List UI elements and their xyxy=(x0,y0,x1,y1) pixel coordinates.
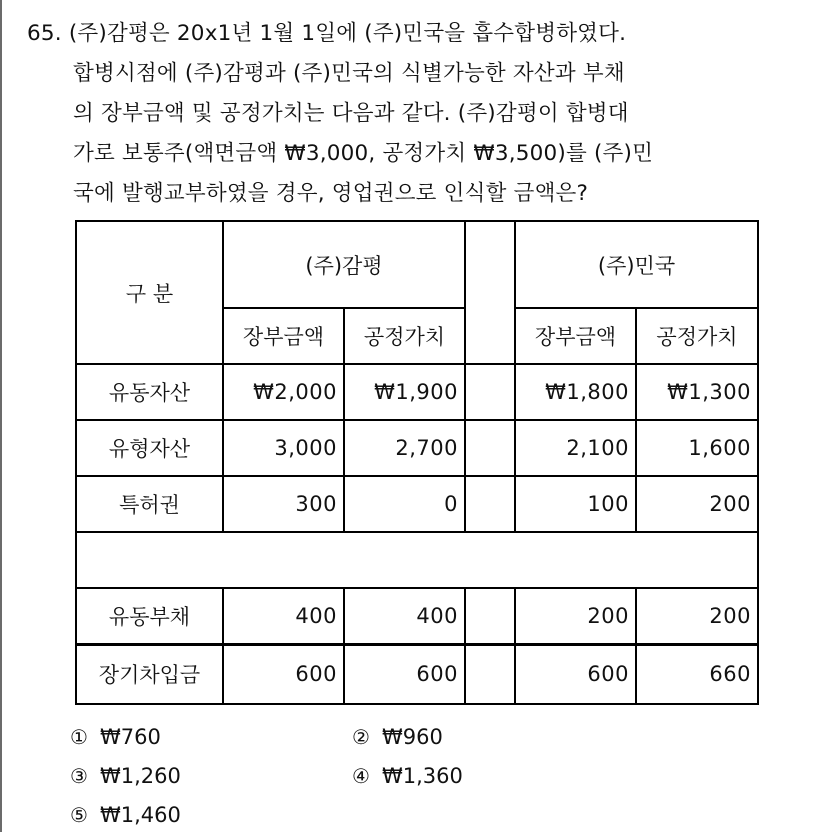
answer-choices xyxy=(70,718,670,835)
choice-number: ⑤ xyxy=(70,803,88,827)
table-header-row-1 xyxy=(76,221,758,308)
cell-value: 2,700 xyxy=(344,420,465,476)
table-row xyxy=(76,420,758,476)
gap-cell xyxy=(465,420,515,476)
choice-text: ₩1,460 xyxy=(100,803,181,827)
cell-value: 0 xyxy=(344,476,465,532)
cell-value: 100 xyxy=(515,476,636,532)
cell-value: ₩1,800 xyxy=(515,364,636,420)
gap-cell xyxy=(465,364,515,420)
choice-number: ① xyxy=(70,725,88,749)
cell-value: 200 xyxy=(636,588,758,644)
table-row xyxy=(76,364,758,420)
choice-text: ₩1,260 xyxy=(100,764,181,788)
row-label: 특허권 xyxy=(76,476,223,532)
choice-number: ③ xyxy=(70,764,88,788)
question-line-2: 합병시점에 (주)감평과 (주)민국의 식별가능한 자산과 부채 xyxy=(73,61,625,86)
row-label: 유형자산 xyxy=(76,420,223,476)
cell-value: 1,600 xyxy=(636,420,758,476)
header-category: 구 분 xyxy=(76,221,223,364)
cell-value: 200 xyxy=(636,476,758,532)
cell-value: ₩1,300 xyxy=(636,364,758,420)
choice-row xyxy=(70,757,670,796)
choice-4[interactable] xyxy=(352,757,634,796)
row-label: 유동부채 xyxy=(76,588,223,644)
header-gap-cell xyxy=(465,221,515,364)
choice-text: ₩960 xyxy=(382,725,443,749)
cell-value: ₩2,000 xyxy=(223,364,344,420)
subheader-fair-value: 공정가치 xyxy=(344,308,465,364)
cell-value: ₩1,900 xyxy=(344,364,465,420)
table-row xyxy=(76,644,758,704)
cell-value: 200 xyxy=(515,588,636,644)
page-left-border xyxy=(0,0,2,832)
cell-value: 600 xyxy=(223,644,344,704)
header-company-gampyeong: (주)감평 xyxy=(223,221,465,308)
cell-value: 400 xyxy=(344,588,465,644)
question-line-5: 국에 발행교부하였을 경우, 영업권으로 인식할 금액은? xyxy=(73,181,589,206)
choice-text: ₩760 xyxy=(100,725,161,749)
choice-3[interactable] xyxy=(70,757,352,796)
subheader-fair-value: 공정가치 xyxy=(636,308,758,364)
spacer-cell xyxy=(76,532,758,588)
question-number: 65. xyxy=(27,21,62,46)
choice-row xyxy=(70,796,670,835)
choice-number: ② xyxy=(352,725,370,749)
gap-cell xyxy=(465,476,515,532)
gap-cell xyxy=(465,644,515,704)
choice-text: ₩1,360 xyxy=(382,764,463,788)
row-label: 유동자산 xyxy=(76,364,223,420)
header-company-minguk: (주)민국 xyxy=(515,221,758,308)
cell-value: 660 xyxy=(636,644,758,704)
cell-value: 3,000 xyxy=(223,420,344,476)
choice-5[interactable] xyxy=(70,796,352,835)
subheader-book-value: 장부금액 xyxy=(223,308,344,364)
question-line-1: 65. (주)감평은 20x1년 1월 1일에 (주)민국을 흡수합병하였다. xyxy=(27,21,627,46)
row-label: 장기차입금 xyxy=(76,644,223,704)
table-row xyxy=(76,588,758,644)
question-stem xyxy=(27,14,807,214)
cell-value: 600 xyxy=(515,644,636,704)
choice-1[interactable] xyxy=(70,718,352,757)
cell-value: 400 xyxy=(223,588,344,644)
cell-value: 600 xyxy=(344,644,465,704)
table-spacer-row xyxy=(76,532,758,588)
table-row xyxy=(76,476,758,532)
subheader-book-value: 장부금액 xyxy=(515,308,636,364)
gap-cell xyxy=(465,588,515,644)
cell-value: 2,100 xyxy=(515,420,636,476)
question-line-3: 의 장부금액 및 공정가치는 다음과 같다. (주)감평이 합병대 xyxy=(73,101,629,126)
cell-value: 300 xyxy=(223,476,344,532)
choice-2[interactable] xyxy=(352,718,634,757)
choice-row xyxy=(70,718,670,757)
financial-data-table xyxy=(75,220,759,705)
choice-number: ④ xyxy=(352,764,370,788)
question-line-4: 가로 보통주(액면금액 ₩3,000, 공정가치 ₩3,500)를 (주)민 xyxy=(73,141,654,166)
